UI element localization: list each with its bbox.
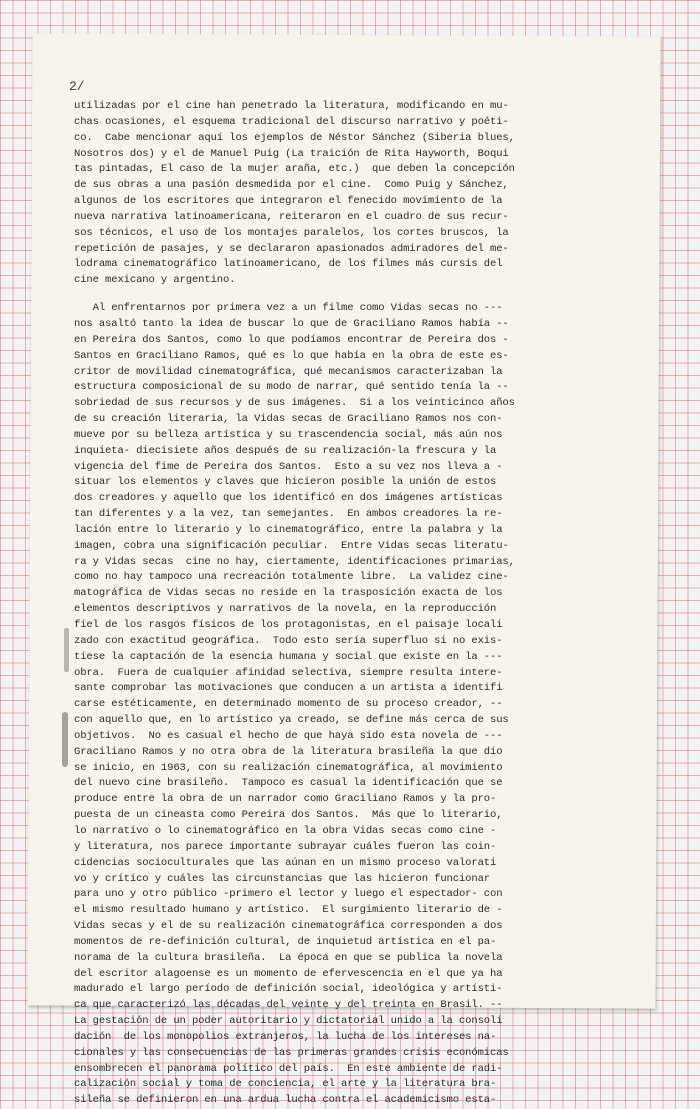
text-line: para uno y otro público -primero el lector y luego el espectador- con	[74, 888, 503, 901]
text-line: repetición de pasajes, y se declararon apasionados admiradores del me-	[74, 242, 509, 255]
text-line: vo y crítico y cuáles las circunstancias que las hicieron funcionar	[74, 872, 491, 885]
text-line: elementos descriptivos y narrativos de la novela, en la reproducción	[74, 603, 497, 616]
text-line: matográfica de Vidas secas no reside en la trasposición exacta de los	[74, 587, 503, 600]
text-line: del nuevo cine brasileño. Tampoco es casual la identificación que se	[74, 777, 503, 790]
text-line: y literatura, nos parece importante subrayar cuáles fueron las coin-	[74, 840, 497, 853]
text-line: cine mexicano y argentino.	[74, 274, 236, 287]
text-line: La gestación de un poder autoritario y dictatorial unido a la consoli	[74, 1015, 503, 1028]
text-line: algunos de los escritores que integraron el fenecido movimiento de la	[74, 195, 503, 208]
text-line: puesta de un cineasta como Pereira dos Santos. Más que lo literario,	[74, 809, 503, 822]
text-line: calización social y toma de conciencia, el arte y la literatura bra-	[74, 1078, 497, 1091]
text-line: tas pintadas, El caso de la mujer araña, etc.) que deben la concepción	[74, 163, 515, 176]
text-line: con aquello que, en lo artístico ya creado, se define más cerca de sus	[74, 714, 509, 727]
text-line: en Pereira dos Santos, como lo que podíamos encontrar de Pereira dos -	[74, 333, 509, 346]
text-line: cionales y las consecuencias de las primeras grandes crisis económicas	[74, 1046, 509, 1059]
text-line: fiel de los rasgos físicos de los protagonistas, en el paisaje locali	[74, 619, 503, 631]
text-line: imagen, cobra una significación peculiar. Entre Vidas secas literatu-	[74, 539, 509, 552]
text-line: vigencia del fime de Pereira dos Santos. Esto a su vez nos lleva a -	[74, 460, 503, 473]
text-line: del escritor alagoense es un momento de efervescencia en el que ya ha	[74, 967, 503, 980]
text-line: de su creación literaria, la Vidas secas de Graciliano Ramos nos con-	[74, 413, 503, 426]
text-line: nueva narrativa latinoamericana, reiteraron en el cuadro de sus recur-	[74, 210, 509, 223]
text-line: lodrama cinematográfico latinoamericano, de los filmes más cursis del	[74, 258, 503, 271]
text-line: cidencias socioculturales que las aúnan en un mismo proceso valorati	[74, 856, 497, 869]
text-line: de sus obras a una pasión desmedida por el cine. Como Puig y Sánchez,	[74, 179, 509, 192]
text-line: se inicio, en 1963, con su realización cinematográfica, al movimiento	[74, 761, 503, 774]
text-line: Graciliano Ramos y no otra obra de la literatura brasileña la que dio	[74, 745, 503, 758]
page-number: 2/	[69, 79, 85, 94]
text-line: Nosotros dos) y el de Manuel Puig (La traición de Rita Hayworth, Boqui	[74, 147, 509, 160]
text-line: sos técnicos, el uso de los montajes paralelos, los cortes bruscos, la	[74, 226, 509, 239]
margin-pencil-mark	[62, 712, 68, 767]
text-line: norama de la cultura brasileña. La época en que se publica la novela	[74, 951, 503, 964]
text-line: Vidas secas y el de su realización cinematográfica corresponden a dos	[74, 920, 503, 933]
text-line: mueve por su belleza artística y su trascendencia social, más aún nos	[74, 428, 503, 441]
text-line: estructura composicional de su modo de narrar, qué sentido tenía la --	[74, 381, 509, 394]
text-line: el mismo resultado humano y artístico. El surgimiento literario de -	[74, 904, 503, 917]
text-line: sante comprobar las motivaciones que conducen a un artista a identifi	[74, 682, 503, 695]
paragraph-gap	[74, 289, 614, 301]
text-line: ra y Vidas secas cine no hay, ciertamente, identificaciones primarias,	[74, 555, 515, 568]
text-line: utilizadas por el cine han penetrado la literatura, modificando en mu-	[74, 100, 509, 112]
text-line: dos creadores y aquello que los identificó en dos imágenes artísticas	[74, 492, 503, 505]
text-line: momentos de re-definición cultural, de inquietud artística en el pa-	[74, 935, 497, 948]
text-line: situar los elementos y claves que hicieron posible la unión de estos	[74, 476, 497, 489]
text-line: como no hay tampoco una recreación totalmente libre. La validez cine-	[74, 571, 509, 584]
text-line: sileña se definieron en una ardua lucha contra el academicismo esta-	[74, 1094, 497, 1107]
text-line: ensombrecen el panorama político del país. En este ambiente de radi-	[74, 1062, 503, 1075]
body-text	[74, 99, 614, 1109]
text-line: lo narrativo o lo cinematográfico en la obra Vidas secas como cine -	[74, 824, 497, 837]
margin-pencil-mark	[64, 628, 69, 672]
text-line: tan diferentes y a la vez, tan semejantes. En ambos creadores la re-	[74, 508, 503, 521]
text-line: carse estéticamente, en determinado momento de su proceso creador, --	[74, 698, 503, 711]
paragraph-1	[74, 99, 614, 289]
text-line: madurado el largo período de definición social, ideológica y artísti-	[74, 983, 503, 996]
text-line: critor de movilidad cinematográfica, qué mecanismos caracterizaban la	[74, 365, 503, 378]
text-line: inquieta- diecisiete años después de su realización-la frescura y la	[74, 444, 497, 457]
text-line: chas ocasiones, el esquema tradicional del discurso narrativo y poéti-	[74, 115, 509, 128]
text-line: ca que caracterizó las décadas del veinte y del treinta en Brasil. --	[74, 999, 503, 1012]
text-line: obra. Fuera de cualquier afinidad selectiva, siempre resulta intere-	[74, 666, 503, 679]
text-line: nos asaltó tanto la idea de buscar lo que de Graciliano Ramos había --	[74, 317, 509, 330]
text-line: objetivos. No es casual el hecho de que haya sido esta novela de ---	[74, 729, 503, 742]
text-line: produce entre la obra de un narrador como Graciliano Ramos y la pro-	[74, 793, 497, 806]
text-line: lación entre lo literario y lo cinematográfico, entre la palabra y la	[74, 523, 503, 536]
text-line: Al enfrentarnos por primera vez a un filme como Vidas secas no ---	[74, 302, 503, 315]
text-line: zado con exactitud geográfica. Todo esto sería superfluo si no exis-	[74, 634, 503, 647]
paragraph-2	[74, 301, 614, 1109]
text-line: Santos en Graciliano Ramos, qué es lo que había en la obra de este es-	[74, 349, 509, 362]
text-line: sobriedad de sus recursos y de sus imágenes. Si a los veinticinco años	[74, 397, 515, 410]
text-line: tiese la captación de la esencia humana y social que existe en la ---	[74, 650, 503, 663]
text-line: co. Cabe mencionar aquí los ejemplos de Néstor Sánchez (Siberia blues,	[74, 131, 515, 144]
text-line: dación de los monopolios extranjeros, la lucha de los intereses na-	[74, 1030, 497, 1043]
